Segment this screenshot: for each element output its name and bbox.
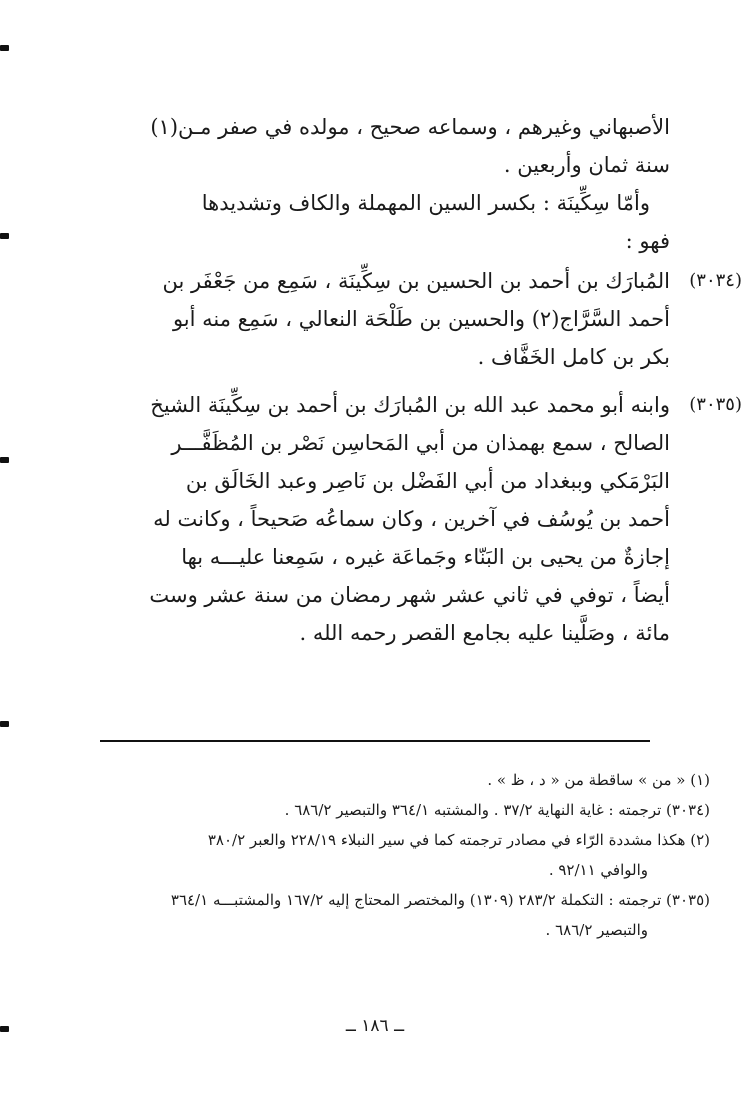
- text-line: المُبارَك بن أحمد بن الحسين بن سِكِّينَة ، سَمِع من جَعْفَر بن: [162, 269, 670, 293]
- footnote-label: (١): [690, 771, 710, 789]
- text-line: أحمد بن يُوسُف في آخرين ، وكان سماعُه صَحيحاً ، وكانت له: [153, 507, 670, 531]
- edge-mark: [0, 45, 9, 51]
- footnote-separator: [100, 740, 650, 742]
- intro-paragraph: [70, 108, 670, 260]
- text-line: فهو :: [625, 229, 670, 253]
- footnote-continuation: والتبصير ٦٨٦/٢ .: [545, 921, 648, 939]
- entry-3034: [70, 262, 742, 376]
- footnote: [70, 765, 710, 795]
- page-number: ــ ١٨٦ ــ: [345, 1016, 405, 1036]
- text-line: سنة ثمان وأربعين .: [503, 153, 670, 177]
- footnote: [70, 825, 710, 855]
- text-line: الأصبهاني وغيرهم ، وسماعه صحيح ، مولده في صفر مـن(١): [150, 115, 670, 139]
- footnote-label: (٣٠٣٥): [666, 891, 710, 909]
- footnote-continuation: والوافي ٩٢/١١ .: [548, 861, 648, 879]
- entry-number: (٣٠٣٤): [689, 270, 742, 291]
- footnote-text: هكذا مشددة الرّاء في مصادر ترجمته كما في سير النبلاء ٢٢٨/١٩ والعبر ٣٨٠/٢: [207, 831, 686, 849]
- footnote: [70, 885, 710, 915]
- footnote-text: ترجمته : التكملة ٢٨٣/٢ (١٣٠٩) والمختصر المحتاج إليه ١٦٧/٢ والمشتبـــه ٣٦٤/١: [170, 891, 662, 909]
- text-line: البَرْمَكي وببغداد من أبي الفَضْل بن نَاصِر وعبد الخَالَق بن: [185, 469, 670, 493]
- entry-number: (٣٠٣٥): [689, 394, 742, 415]
- text-line: مائة ، وصَلَّينا عليه بجامع القصر رحمه الله .: [299, 621, 670, 645]
- edge-mark: [0, 233, 9, 239]
- text-line: بكر بن كامل الخَفَّاف .: [477, 345, 670, 369]
- text-line: الصالح ، سمع بهمذان من أبي المَحاسِن نَصْر بن المُظَفَّـــر: [171, 431, 670, 455]
- footnote: [70, 795, 710, 825]
- text-line: وابنه أبو محمد عبد الله بن المُبارَك بن أحمد بن سِكِّينَة الشيخ: [150, 393, 670, 417]
- text-line: أحمد السَّرَّاج(٢) والحسين بن طَلْحَة النعالي ، سَمِع منه أبو: [172, 307, 670, 331]
- footnote-label: (٢): [690, 831, 710, 849]
- text-line: أيضاً ، توفي في ثاني عشر شهر رمضان من سنة عشر وست: [149, 583, 670, 607]
- text-line: إجازةٌ من يحيى بن البَنّاء وجَماعَة غيره ، سَمِعنا عليـــه بها: [181, 545, 670, 569]
- footnote-label: (٣٠٣٤): [666, 801, 710, 819]
- footnote-text: ترجمته : غاية النهاية ٣٧/٢ . والمشتبه ٣٦٤/١ والتبصير ٦٨٦/٢ .: [284, 801, 662, 819]
- footnote-text: « من » ساقطة من « د ، ظ » .: [487, 771, 686, 789]
- entry-3035: [70, 386, 742, 652]
- edge-mark: [0, 721, 9, 727]
- footnotes: [70, 765, 710, 945]
- text-line: وأمّا سِكِّينَة : بكسر السين المهملة والكاف وتشديدها: [201, 191, 650, 215]
- edge-mark: [0, 457, 9, 463]
